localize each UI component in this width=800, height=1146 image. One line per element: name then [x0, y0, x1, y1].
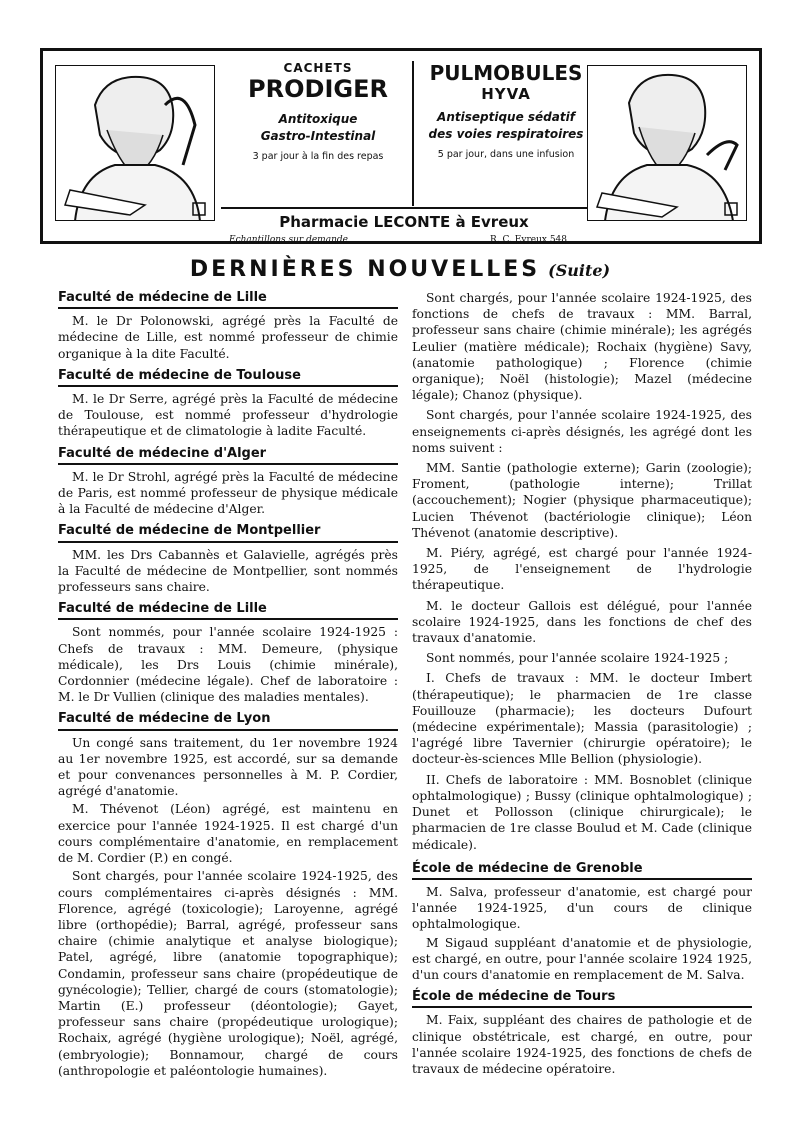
pulmobules-sub: HYVA [481, 85, 531, 103]
title-suite: (Suite) [548, 261, 611, 280]
section-heading: École de médecine de Tours [412, 989, 752, 1008]
section-heading: Faculté de médecine de Lille [58, 601, 398, 620]
page-title [0, 257, 800, 282]
ad-divider [412, 61, 414, 206]
advertisement-banner [40, 48, 762, 244]
section-heading: Faculté de médecine de Lyon [58, 711, 398, 730]
prodiger-ad [233, 61, 403, 162]
pulmobules-name: PULMOBULES [429, 61, 583, 85]
news-section [58, 711, 398, 1078]
lyon-continuation [412, 290, 752, 853]
paragraph: M. Salva, professeur d'anatomie, est chargé pour l'année 1924-1925, d'un cours de clinique ophtalmologique. [412, 884, 752, 932]
paragraph: I. Chefs de travaux : MM. le docteur Imbert (thérapeutique); le pharmacien de 1re classe Fouillouze (pharmacie); les docteurs Dufourt (médecine expérimentale); Massia (parasitologie) ; l'agrégé libre Tavernier (chirurgie opératoire); le docteur-ès-sciences Mlle Bellion (physiologie). [412, 671, 752, 767]
prodiger-dose: 3 par jour à la fin des repas [252, 151, 384, 162]
left-column [58, 290, 398, 1085]
paragraph: M. le Dr Polonowski, agrégé près la Faculté de médecine de Lille, est nommé professeur de chimie organique à la dite Faculté. [58, 314, 398, 361]
paragraph: Sont chargés, pour l'année scolaire 1924-1925, des enseignements ci-après désignés, les agrégé dont les noms suivent : [412, 408, 752, 455]
paragraph: M. le Dr Strohl, agrégé près la Faculté de médecine de Paris, est nommé professeur de physique médicale à la Faculté de médecine d'Alger. [58, 469, 398, 517]
paragraph: M. le Dr Serre, agrégé près la Faculté de médecine de Toulouse, est nommé professeur d'hydrologie thérapeutique et de climatologie à ladite Faculté. [58, 392, 398, 439]
news-section [412, 989, 752, 1077]
section-heading: École de médecine de Grenoble [412, 861, 752, 880]
section-heading: Faculté de médecine d'Alger [58, 446, 398, 465]
rc-number: R. C. Evreux 548 [490, 235, 567, 245]
news-section [58, 601, 398, 705]
paragraph: M. Thévenot (Léon) agrégé, est maintenu en exercice pour l'année 1924-1925. Il est chargé d'un cours complémentaire d'anatomie, en remplacement de M. Cordier (P.) en congé. [58, 802, 398, 866]
right-column [412, 290, 752, 1083]
prodiger-kicker: CACHETS [283, 61, 353, 75]
doctor-portrait-image [587, 65, 747, 221]
paragraph: M Sigaud suppléant d'anatomie et de physiologie, est chargé, en outre, pour l'année scolaire 1924 1925, d'un cours d'anatomie en remplacement de M. Salva. [412, 935, 752, 982]
paragraph: M. le docteur Gallois est délégué, pour l'année scolaire 1924-1925, dans les fonctions de chef des travaux d'anatomie. [412, 598, 752, 646]
paragraph: M. Faix, suppléant des chaires de pathologie et de clinique obstétricale, est chargé, en outre, pour l'année scolaire 1924-1925, des fonctions de chefs de travaux de médecine opératoire. [412, 1013, 752, 1076]
paragraph: M. Piéry, agrégé, est chargé pour l'année 1924-1925, de l'enseignement de l'hydrologie thérapeutique. [412, 546, 752, 593]
paragraph: II. Chefs de laboratoire : MM. Bosnoblet (clinique ophtalmologique) ; Bussy (clinique ophtalmologique) ; Dunet et Pollosson (clinique chirurgicale); le pharmacien de 1re classe Boulud et M. Cade (clinique médicale). [412, 772, 752, 852]
title-main: DERNIÈRES NOUVELLES [189, 257, 541, 282]
prodiger-line1: Antitoxique [278, 112, 358, 126]
paragraph: Sont chargés, pour l'année scolaire 1924-1925, des fonctions de chefs de travaux : MM. Barral, professeur sans chaire (chimie minérale); les agrégés Leulier (matière médicale); Rochaix (hygiène) Savy, (anatomie pathologique) ; Florence (chimie organique); Noël (histologie); Mazel (médecine légale); Chanoz (physique). [412, 291, 752, 403]
pulmobules-dose: 5 par jour, dans une infusion [437, 149, 575, 160]
section-heading: Faculté de médecine de Lille [58, 290, 398, 309]
paragraph: Sont nommés, pour l'année scolaire 1924-1925 ; [426, 651, 729, 666]
news-section [58, 368, 398, 440]
paragraph: Sont chargés, pour l'année scolaire 1924-1925, des cours complémentaires ci-après désignés : MM. Florence, agrégé (toxicologie); Laroyenne, agrégé libre (orthopédie); Barral, agrégé, professeur sans chaire (chimie analytique et analyse biologique); Patel, agrégé, libre (anatomie topographique); Condamin, professeur sans chaire (propédeutique de gynécologie); Tellier, chargé de cours (stomatologie); Martin (E.) professeur (déontologie); Gayet, professeur sans chaire (propédeutique urologique); Rochaix, agrégé (hygiène urologique); Noël, agrégé, (embryologie); Bonnamour, chargé de cours (anthropologie et paléontologie humaines). [58, 869, 398, 1078]
section-heading: Faculté de médecine de Montpellier [58, 523, 398, 542]
news-section [412, 861, 752, 983]
news-section [58, 446, 398, 518]
pulmobules-line1: Antiseptique sédatif [437, 110, 575, 124]
paragraph: Sont nommés, pour l'année scolaire 1924-1925 : Chefs de travaux : MM. Demeure, (physique médicale), les Drs Louis (chimie minérale), Cordonnier (médecine légale). Chef de laboratoire : M. le Dr Vullien (clinique des maladies mentales). [58, 625, 398, 705]
paragraph: MM. les Drs Cabannès et Galavielle, agrégés près la Faculté de médecine de Montpellier, sont nommés professeurs sans chaire. [58, 547, 398, 595]
news-section [58, 290, 398, 362]
news-section [58, 523, 398, 595]
prodiger-line2: Gastro-Intestinal [260, 129, 376, 143]
pulmobules-ad [421, 61, 591, 160]
paragraph: MM. Santie (pathologie externe); Garin (zoologie); Froment, (pathologie interne); Trillat (accouchement); Nogier (physique pharmaceutique); Lucien Thévenot (bactériologie clinique); Léon Thévenot (anatomie descriptive). [412, 461, 752, 540]
section-heading: Faculté de médecine de Toulouse [58, 368, 398, 387]
pulmobules-line2: des voies respiratoires [428, 127, 584, 141]
samples-note: Echantillons sur demande [229, 235, 348, 245]
ad-footer [229, 235, 581, 245]
ad-rule [221, 207, 587, 209]
pharmacy-name: Pharmacie LECONTE à Evreux [279, 213, 529, 231]
paragraph: Un congé sans traitement, du 1er novembre 1924 au 1er novembre 1925, est accordé, sur sa demande et pour convenances personnelles à M. P. Cordier, agrégé d'anatomie. [58, 735, 398, 799]
doctor-portrait-image [55, 65, 215, 221]
prodiger-name: PRODIGER [248, 75, 388, 103]
